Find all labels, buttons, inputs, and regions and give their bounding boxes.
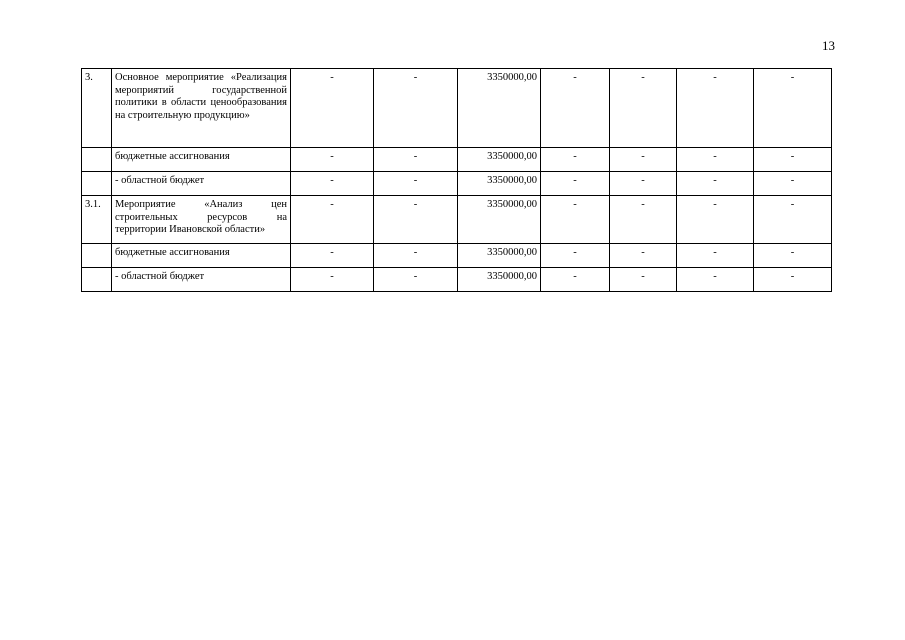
cell-value: - <box>374 148 458 172</box>
cell-value: - <box>610 148 677 172</box>
cell-value: - <box>541 69 610 148</box>
cell-value: - <box>677 268 754 292</box>
cell-value: - <box>754 148 832 172</box>
cell-value: - <box>754 268 832 292</box>
table-row <box>82 148 832 172</box>
table-row <box>82 196 832 244</box>
cell-value: - <box>677 172 754 196</box>
cell-value: - <box>677 196 754 244</box>
cell-value: - <box>610 172 677 196</box>
cell-amount: 3350000,00 <box>458 172 541 196</box>
cell-value: - <box>374 172 458 196</box>
cell-value: - <box>291 172 374 196</box>
cell-value: - <box>291 148 374 172</box>
row-description: Основное мероприятие «Реализация мероприятий государственной политики в области ценообразования на строительную продукцию» <box>112 69 291 148</box>
cell-value: - <box>677 148 754 172</box>
cell-value: - <box>677 69 754 148</box>
row-number <box>82 268 112 292</box>
budget-table <box>81 68 832 292</box>
row-description: Мероприятие «Анализ цен строительных ресурсов на территории Ивановской области» <box>112 196 291 244</box>
cell-value: - <box>374 268 458 292</box>
row-description: - областной бюджет <box>112 172 291 196</box>
row-number: 3.1. <box>82 196 112 244</box>
cell-value: - <box>541 148 610 172</box>
cell-value: - <box>754 244 832 268</box>
cell-value: - <box>754 196 832 244</box>
cell-value: - <box>291 268 374 292</box>
cell-value: - <box>541 196 610 244</box>
table-row <box>82 268 832 292</box>
cell-value: - <box>541 172 610 196</box>
page-number: 13 <box>822 38 835 53</box>
cell-amount: 3350000,00 <box>458 268 541 292</box>
row-number <box>82 244 112 268</box>
cell-value: - <box>754 172 832 196</box>
cell-value: - <box>610 69 677 148</box>
cell-value: - <box>610 244 677 268</box>
table-row <box>82 172 832 196</box>
cell-amount: 3350000,00 <box>458 244 541 268</box>
cell-value: - <box>374 69 458 148</box>
cell-amount: 3350000,00 <box>458 196 541 244</box>
cell-value: - <box>291 244 374 268</box>
cell-value: - <box>291 196 374 244</box>
cell-value: - <box>610 268 677 292</box>
cell-value: - <box>541 244 610 268</box>
row-number <box>82 148 112 172</box>
cell-value: - <box>754 69 832 148</box>
cell-value: - <box>610 196 677 244</box>
cell-value: - <box>374 196 458 244</box>
row-description: - областной бюджет <box>112 268 291 292</box>
cell-value: - <box>291 69 374 148</box>
cell-value: - <box>677 244 754 268</box>
cell-value: - <box>541 268 610 292</box>
row-description: бюджетные ассигнования <box>112 244 291 268</box>
table-row <box>82 69 832 148</box>
cell-amount: 3350000,00 <box>458 69 541 148</box>
cell-value: - <box>374 244 458 268</box>
table-row <box>82 244 832 268</box>
row-number: 3. <box>82 69 112 148</box>
row-number <box>82 172 112 196</box>
row-description: бюджетные ассигнования <box>112 148 291 172</box>
cell-amount: 3350000,00 <box>458 148 541 172</box>
